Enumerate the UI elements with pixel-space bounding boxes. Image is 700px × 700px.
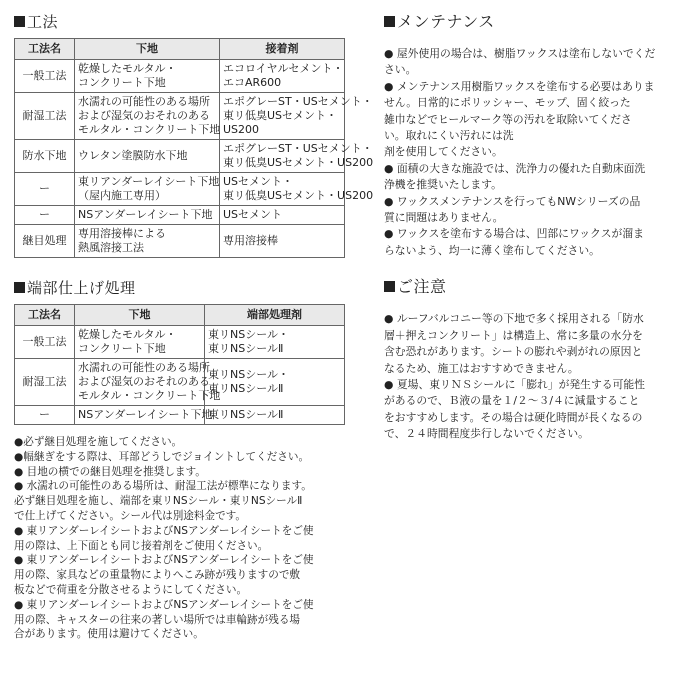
note-line: 板などで荷重を分散させるようにしてください。 [14,583,248,596]
base-cell-line: 専用溶接棒による [78,227,166,240]
note-line: があるので、Ｂ液の量を１/２～３/４に減量すること [384,394,640,408]
table-row [15,140,345,173]
left-column [14,12,374,642]
adhesive-cell-line: エコロイヤルセメント・ [223,62,344,75]
note-line: で、２４時間程度歩行しないでください。 [384,427,589,441]
note-line: 合があります。使用は避けてください。 [14,628,204,641]
maintenance-notes [384,46,684,259]
note-line: ● ワックスを塗布する場合は、凹部にワックスが溜ま [384,227,644,241]
note-line: ● 夏場、東リＮＳシールに「膨れ」が発生する可能性 [384,377,645,391]
adhesive-cell [220,93,373,140]
adhesive-cell-line: 東リ低臭USセメント・US200 [223,156,374,169]
agent-cell-line: 東リNSシール・ [208,368,289,381]
square-bullet-icon [384,16,395,27]
note-line: 用の際は、上下面とも同じ接着剤をご使用ください。 [14,539,269,552]
note-line: 剤を使用してください。 [384,145,503,159]
base-cell-line: コンクリート下地 [78,342,166,355]
base-cell-line: 水濡れの可能性のある場所 [78,95,210,108]
square-bullet-icon [14,282,25,293]
note-line: ●必ず継目処理を施してください。 [14,436,183,448]
base-cell-line: および湿気のおそれのある [78,109,210,122]
note-line: で仕上げてください。シール代は別途料金です。 [14,509,247,522]
header-adhesive: 接着剤 [220,39,345,60]
base-cell [75,359,221,406]
note-line: をおすすめします。その場合は硬化時間が長くなるの [384,410,643,424]
agent-cell [205,359,345,406]
adhesive-cell-line: 東リ低臭USセメント・ [223,109,338,122]
table-row [15,60,345,93]
note-line: 用の際、キャスターの往来の著しい場所では車輪跡が残る場 [14,613,301,626]
base-cell-line: 乾燥したモルタル・ [78,62,177,75]
edge-table [14,304,345,425]
base-cell-line: モルタル・コンクリート下地 [78,389,221,402]
base-cell [75,140,220,173]
method-cell: 一般工法 [15,60,75,93]
note-line: せん。日常的にポリッシャー、モップ、固く絞った [384,96,631,110]
base-cell-line: モルタル・コンクリート下地 [78,123,221,136]
method-cell: 継目処理 [15,225,75,258]
note-line: 雑巾などでヒールマーク等の汚れを取除いてくださ [384,112,632,126]
caution-heading: ご注意 [384,277,684,297]
base-cell [75,225,220,258]
note-line: ● 東リアンダーレイシートおよびNSアンダーレイシートをご使 [14,524,314,537]
adhesive-cell-line: 専用溶接棒 [223,234,278,247]
adhesive-cell-line: USセメント・ [223,175,294,188]
table-row [15,206,345,225]
table-row [15,93,345,140]
adhesive-cell [220,60,345,93]
square-bullet-icon [384,281,395,292]
method-heading: 工法 [14,12,354,32]
agent-cell-line: 東リNSシールⅡ [208,342,284,355]
header-method: 工法名 [15,305,75,326]
caution-notes [384,311,684,442]
method-table-header [15,39,345,60]
edge-heading: 端部仕上げ処理 [14,278,354,298]
agent-cell-line: 東リNSシールⅡ [208,408,284,421]
base-cell-line: 熱風溶接工法 [78,241,144,254]
base-cell-line: 東リアンダーレイシート下地 [78,175,220,188]
maintenance-heading: メンテナンス [384,12,684,32]
note-line: ● ルーフバルコニー等の下地で多く採用される「防水 [384,312,644,326]
note-line: ● 東リアンダーレイシートおよびNSアンダーレイシートをご使 [14,554,314,567]
table-row [15,225,345,258]
note-line: ● ワックスメンテナンスを行ってもNWシリーズの品 [384,194,641,208]
base-cell-line: （屋内施工専用） [78,189,166,202]
adhesive-cell-line: 東リ低臭USセメント・US200 [223,189,374,202]
note-line: 浄機を推奨いたします。 [384,178,502,192]
table-row [15,326,345,359]
note-line: ● 屋外使用の場合は、樹脂ワックスは塗布しないでくだ [384,47,656,60]
note-line: らないよう、均一に薄く塗布してください。 [384,243,600,257]
base-cell [75,60,220,93]
note-line: なるため、施工はおすすめできません。 [384,361,579,375]
base-cell-line: NSアンダーレイシート下地 [78,208,213,221]
note-line: 層＋押えコンクリート」は構造上、常に多量の水分を [384,328,643,342]
base-cell-line: NSアンダーレイシート下地 [78,408,213,421]
square-bullet-icon [14,16,25,27]
header-agent: 端部処理剤 [205,305,345,326]
left-notes [14,435,354,642]
agent-cell [205,326,345,359]
note-line: ● 東リアンダーレイシートおよびNSアンダーレイシートをご使 [14,598,314,611]
adhesive-cell [220,173,374,206]
note-line: ● 水濡れの可能性のある場所は、耐湿工法が標準になります。 [14,480,312,493]
method-cell: 耐湿工法 [15,93,75,140]
table-row [15,406,345,425]
base-cell-line: 水濡れの可能性のある場所 [78,361,210,374]
right-column [384,12,684,443]
adhesive-cell-line: エコAR600 [223,76,282,89]
base-cell [75,206,220,225]
base-cell-line: 乾燥したモルタル・ [78,328,177,341]
adhesive-cell [220,140,374,173]
note-line: ● 目地の横での継目処理を推奨します。 [14,465,206,478]
note-line: ● 面積の大きな施設では、洗浄力の優れた自動床面洗 [384,161,646,175]
base-cell [75,173,220,206]
base-cell [75,406,213,425]
table-row [15,173,345,206]
adhesive-cell-line: エポグレーST・USセメント・ [223,95,373,108]
base-cell [75,326,205,359]
method-cell: 一般工法 [15,326,75,359]
header-method: 工法名 [15,39,75,60]
agent-cell-line: 東リNSシールⅡ [208,382,284,395]
method-cell: ー [15,206,75,225]
adhesive-cell [220,225,345,258]
method-table [14,38,374,258]
header-base: 下地 [75,39,220,60]
method-cell: ー [15,173,75,206]
base-cell [75,93,220,140]
note-line: 質に問題はありません。 [384,211,504,225]
adhesive-cell [220,206,345,225]
header-base: 下地 [75,305,205,326]
note-line: さい。 [384,63,417,77]
agent-cell [205,406,345,425]
note-line: 必ず継目処理を施し、端部を東リNSシール・東リNSシールⅡ [14,495,303,508]
adhesive-cell-line: エポグレーST・USセメント・ [223,142,373,155]
note-line: 含む恐れがあります。シートの膨れや剥がれの原因と [384,345,643,359]
edge-table-header [15,305,345,326]
agent-cell-line: 東リNSシール・ [208,328,289,341]
base-cell-line: および湿気のおそれのある [78,375,210,388]
note-line: ●幅継ぎをする際は、耳部どうしでジョイントしてください。 [14,450,310,463]
adhesive-cell-line: US200 [223,123,260,136]
adhesive-cell-line: USセメント [223,208,283,221]
method-cell: ー [15,406,75,425]
base-cell-line: コンクリート下地 [78,76,166,89]
note-line: い。取れにくい汚れには洗 [384,129,514,143]
note-line: ● メンテナンス用樹脂ワックスを塗布する必要はありま [384,79,655,93]
method-cell: 防水下地 [15,140,75,173]
method-cell: 耐湿工法 [15,359,75,406]
note-line: 用の際、家具などの重量物によりへこみ跡が残りますので敷 [14,569,301,582]
base-cell-line: ウレタン塗膜防水下地 [78,149,188,162]
table-row [15,359,345,406]
